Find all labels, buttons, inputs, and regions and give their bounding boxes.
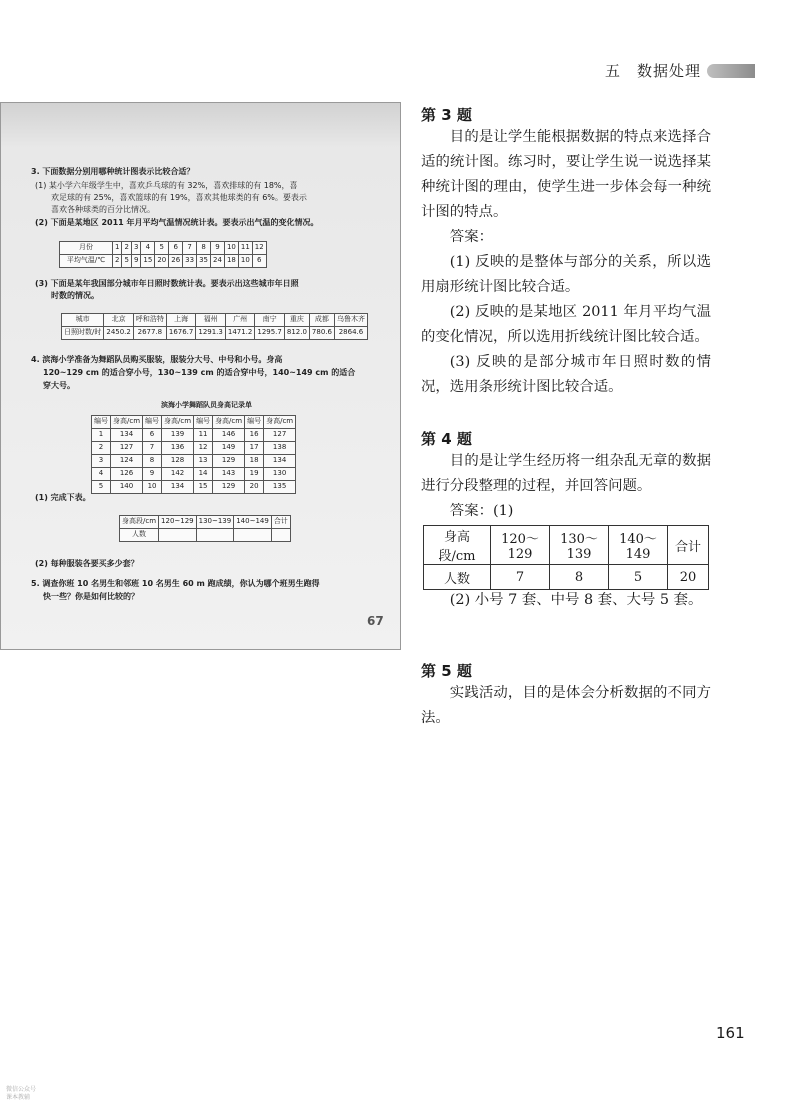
temperature-table bbox=[59, 241, 267, 268]
table-cell: 120~129 bbox=[159, 516, 197, 529]
table-cell: 编号 bbox=[92, 416, 111, 429]
table-cell: 136 bbox=[162, 442, 194, 455]
table-cell: 身高/cm bbox=[162, 416, 194, 429]
table-cell: 134 bbox=[111, 429, 143, 442]
table-cell: 10 bbox=[224, 242, 238, 255]
textbook-page-number: 67 bbox=[367, 614, 384, 628]
question-5-title: 第 5 题 bbox=[421, 662, 472, 680]
table-row bbox=[92, 455, 296, 468]
question-3-answer-label: 答案： bbox=[449, 229, 493, 245]
exercise-3-1-line2: 欢足球的有 25%，喜欢篮球的有 19%，喜欢其他球类的有 6%。要表示 bbox=[51, 193, 307, 202]
table-cell: 19 bbox=[245, 468, 264, 481]
question-3-answer-3: (3) 反映的是部分城市年日照时数的情况，选用条形统计图比较合适。 bbox=[421, 354, 711, 395]
table-cell: 139 bbox=[162, 429, 194, 442]
table-header: 平均气温/℃ bbox=[60, 255, 113, 268]
table-cell: 1471.2 bbox=[225, 327, 255, 340]
table-cell: 重庆 bbox=[284, 314, 309, 327]
table-cell: 5 bbox=[155, 242, 169, 255]
table-header: 人数 bbox=[120, 529, 159, 542]
table-cell: 身高/cm bbox=[213, 416, 245, 429]
question-3-answer-1: (1) 反映的是整体与部分的关系，所以选用扇形统计图比较合适。 bbox=[421, 254, 711, 295]
table-cell: 780.6 bbox=[309, 327, 334, 340]
exercise-3-1-line3: 喜欢各种球类的百分比情况。 bbox=[51, 205, 155, 214]
table-cell: 3 bbox=[92, 455, 111, 468]
table-cell: 福州 bbox=[196, 314, 226, 327]
table-row bbox=[92, 442, 296, 455]
table-cell: 8 bbox=[197, 242, 211, 255]
table-cell: 11 bbox=[238, 242, 252, 255]
table-cell: 5 bbox=[92, 481, 111, 494]
table-cell: 126 bbox=[111, 468, 143, 481]
table-cell: 134 bbox=[162, 481, 194, 494]
chapter-header: 五 数据处理 bbox=[605, 62, 702, 80]
header-decoration-bar bbox=[707, 64, 755, 78]
exercise-3-1-line1: (1) 某小学六年级学生中，喜欢乒乓球的有 32%，喜欢排球的有 18%，喜 bbox=[35, 181, 298, 190]
question-4-title: 第 4 题 bbox=[421, 430, 472, 448]
table-row bbox=[92, 429, 296, 442]
table-cell: 20 bbox=[668, 565, 709, 590]
table-cell: 9 bbox=[211, 242, 225, 255]
table-cell: 33 bbox=[183, 255, 197, 268]
table-cell: 140 bbox=[111, 481, 143, 494]
table-cell: 2 bbox=[113, 255, 122, 268]
table-cell: 14 bbox=[194, 468, 213, 481]
table-cell: 7 bbox=[491, 565, 550, 590]
table-cell: 26 bbox=[169, 255, 183, 268]
table-cell: 身高/cm bbox=[264, 416, 296, 429]
table-cell: 2677.8 bbox=[133, 327, 166, 340]
table-cell: 1676.7 bbox=[166, 327, 196, 340]
table-cell: 1295.7 bbox=[255, 327, 285, 340]
table-cell: 812.0 bbox=[284, 327, 309, 340]
table-header: 合计 bbox=[668, 526, 709, 565]
table-row bbox=[92, 481, 296, 494]
table-cell: 9 bbox=[143, 468, 162, 481]
table-header: 130～139 bbox=[550, 526, 609, 565]
table-cell: 身高/cm bbox=[111, 416, 143, 429]
table-cell: 11 bbox=[194, 429, 213, 442]
table-cell: 18 bbox=[224, 255, 238, 268]
height-record-table bbox=[91, 415, 296, 494]
table-cell: 35 bbox=[197, 255, 211, 268]
table-cell: 9 bbox=[131, 255, 140, 268]
table-cell: 16 bbox=[245, 429, 264, 442]
exercise-4-line3: 穿大号。 bbox=[43, 381, 75, 390]
table-cell: 143 bbox=[213, 468, 245, 481]
table-cell: 6 bbox=[169, 242, 183, 255]
table-cell: 10 bbox=[238, 255, 252, 268]
table-row-header: 人数 bbox=[424, 565, 491, 590]
table-cell: 127 bbox=[111, 442, 143, 455]
table-header: 城市 bbox=[62, 314, 104, 327]
table-cell: 134 bbox=[264, 455, 296, 468]
table-cell: 4 bbox=[92, 468, 111, 481]
table-header: 日照时数/时 bbox=[62, 327, 104, 340]
exercise-5-line1: 5. 调查你班 10 名男生和邻班 10 名男生 60 m 跑成绩，你认为哪个班男生跑得 bbox=[31, 579, 320, 588]
table-cell: 12 bbox=[252, 242, 266, 255]
exercise-3-3-line2: 时数的情况。 bbox=[51, 291, 99, 300]
table-cell: 130 bbox=[264, 468, 296, 481]
answer-frequency-table bbox=[423, 525, 709, 590]
table-cell: 129 bbox=[213, 481, 245, 494]
question-4-answer-label: 答案：(1) bbox=[449, 503, 514, 519]
table-cell: 6 bbox=[252, 255, 266, 268]
sunshine-table bbox=[61, 313, 368, 340]
table-header: 140～149 bbox=[609, 526, 668, 565]
question-4-purpose: 目的是让学生经历将一组杂乱无章的数据进行分段整理的过程，并回答问题。 bbox=[421, 453, 711, 494]
table-cell: 北京 bbox=[104, 314, 134, 327]
table-cell: 身高段/cm bbox=[120, 516, 159, 529]
table-row bbox=[92, 468, 296, 481]
watermark-line-2: 课本教辅 bbox=[6, 1094, 31, 1101]
table-cell: 5 bbox=[122, 255, 131, 268]
table-cell: 1291.3 bbox=[196, 327, 226, 340]
table-cell: 130~139 bbox=[196, 516, 234, 529]
table-cell: 7 bbox=[143, 442, 162, 455]
table-cell: 广州 bbox=[225, 314, 255, 327]
table-cell: 编号 bbox=[143, 416, 162, 429]
exercise-4-2: (2) 每种服装各要买多少套？ bbox=[35, 559, 139, 568]
table-cell: 140~149 bbox=[234, 516, 272, 529]
table-cell: 24 bbox=[211, 255, 225, 268]
table-cell: 乌鲁木齐 bbox=[334, 314, 367, 327]
table-cell: 2864.6 bbox=[334, 327, 367, 340]
table-header: 身高段/cm bbox=[424, 526, 491, 565]
table-cell: 2 bbox=[122, 242, 131, 255]
table-cell: 17 bbox=[245, 442, 264, 455]
table-cell: 1 bbox=[92, 429, 111, 442]
table-cell: 20 bbox=[155, 255, 169, 268]
exercise-4-line1: 4. 滨海小学准备为舞蹈队员购买服装，服装分大号、中号和小号。身高 bbox=[31, 355, 283, 364]
exercise-3-title: 3. 下面数据分别用哪种统计图表示比较合适？ bbox=[31, 167, 195, 176]
table-cell: 南宁 bbox=[255, 314, 285, 327]
table-cell: 12 bbox=[194, 442, 213, 455]
table-cell: 10 bbox=[143, 481, 162, 494]
table-cell: 142 bbox=[162, 468, 194, 481]
table-cell: 2450.2 bbox=[104, 327, 134, 340]
table-cell: 上海 bbox=[166, 314, 196, 327]
table-cell: 129 bbox=[213, 455, 245, 468]
table-cell: 127 bbox=[264, 429, 296, 442]
table-cell: 4 bbox=[141, 242, 155, 255]
table-cell: 编号 bbox=[245, 416, 264, 429]
table-cell: 128 bbox=[162, 455, 194, 468]
table-cell: 8 bbox=[143, 455, 162, 468]
table-cell: 135 bbox=[264, 481, 296, 494]
table-cell: 146 bbox=[213, 429, 245, 442]
question-3-answer-2: (2) 反映的是某地区 2011 年月平均气温的变化情况，所以选用折线统计图比较合适。 bbox=[421, 304, 711, 345]
table-cell: 成都 bbox=[309, 314, 334, 327]
table-cell: 15 bbox=[141, 255, 155, 268]
table-cell: 2 bbox=[92, 442, 111, 455]
table-cell: 3 bbox=[131, 242, 140, 255]
table-header: 月份 bbox=[60, 242, 113, 255]
table-cell: 合计 bbox=[271, 516, 290, 529]
table-cell: 8 bbox=[550, 565, 609, 590]
table-cell: 13 bbox=[194, 455, 213, 468]
exercise-3-3-line1: (3) 下面是某年我国部分城市年日照时数统计表。要表示出这些城市年日照 bbox=[35, 279, 299, 288]
table-header: 120～129 bbox=[491, 526, 550, 565]
exercise-4-1: (1) 完成下表。 bbox=[35, 493, 91, 502]
table-cell: 15 bbox=[194, 481, 213, 494]
table-cell: 20 bbox=[245, 481, 264, 494]
question-5-purpose: 实践活动，目的是体会分析数据的不同方法。 bbox=[421, 685, 711, 726]
exercise-3-2: (2) 下面是某地区 2011 年月平均气温情况统计表。要表示出气温的变化情况。 bbox=[35, 218, 319, 227]
height-table-caption: 滨海小学舞蹈队员身高记录单 bbox=[161, 401, 252, 409]
page-number: 161 bbox=[716, 1024, 745, 1042]
table-cell: 149 bbox=[213, 442, 245, 455]
watermark-line-1: 微信公众号 bbox=[6, 1086, 37, 1093]
table-cell: 138 bbox=[264, 442, 296, 455]
exercise-4-line2: 120~129 cm 的适合穿小号，130~139 cm 的适合穿中号，140~149 cm 的适合 bbox=[43, 368, 356, 377]
question-3-purpose: 目的是让学生能根据数据的特点来选择合适的统计图。练习时，要让学生说一说选择某种统计图的理由，使学生进一步体会每一种统计图的特点。 bbox=[421, 129, 711, 220]
watermark bbox=[6, 1086, 36, 1102]
textbook-page-image bbox=[0, 102, 401, 650]
exercise-5-line2: 快一些？你是如何比较的？ bbox=[43, 592, 139, 601]
table-cell: 1 bbox=[113, 242, 122, 255]
table-cell: 呼和浩特 bbox=[133, 314, 166, 327]
question-3-title: 第 3 题 bbox=[421, 106, 472, 124]
frequency-blank-table bbox=[119, 515, 291, 542]
table-cell: 编号 bbox=[194, 416, 213, 429]
question-4-answer-2: (2) 小号 7 套、中号 8 套、大号 5 套。 bbox=[449, 592, 703, 608]
table-cell: 124 bbox=[111, 455, 143, 468]
table-cell: 6 bbox=[143, 429, 162, 442]
table-cell: 5 bbox=[609, 565, 668, 590]
table-cell: 18 bbox=[245, 455, 264, 468]
table-cell: 7 bbox=[183, 242, 197, 255]
